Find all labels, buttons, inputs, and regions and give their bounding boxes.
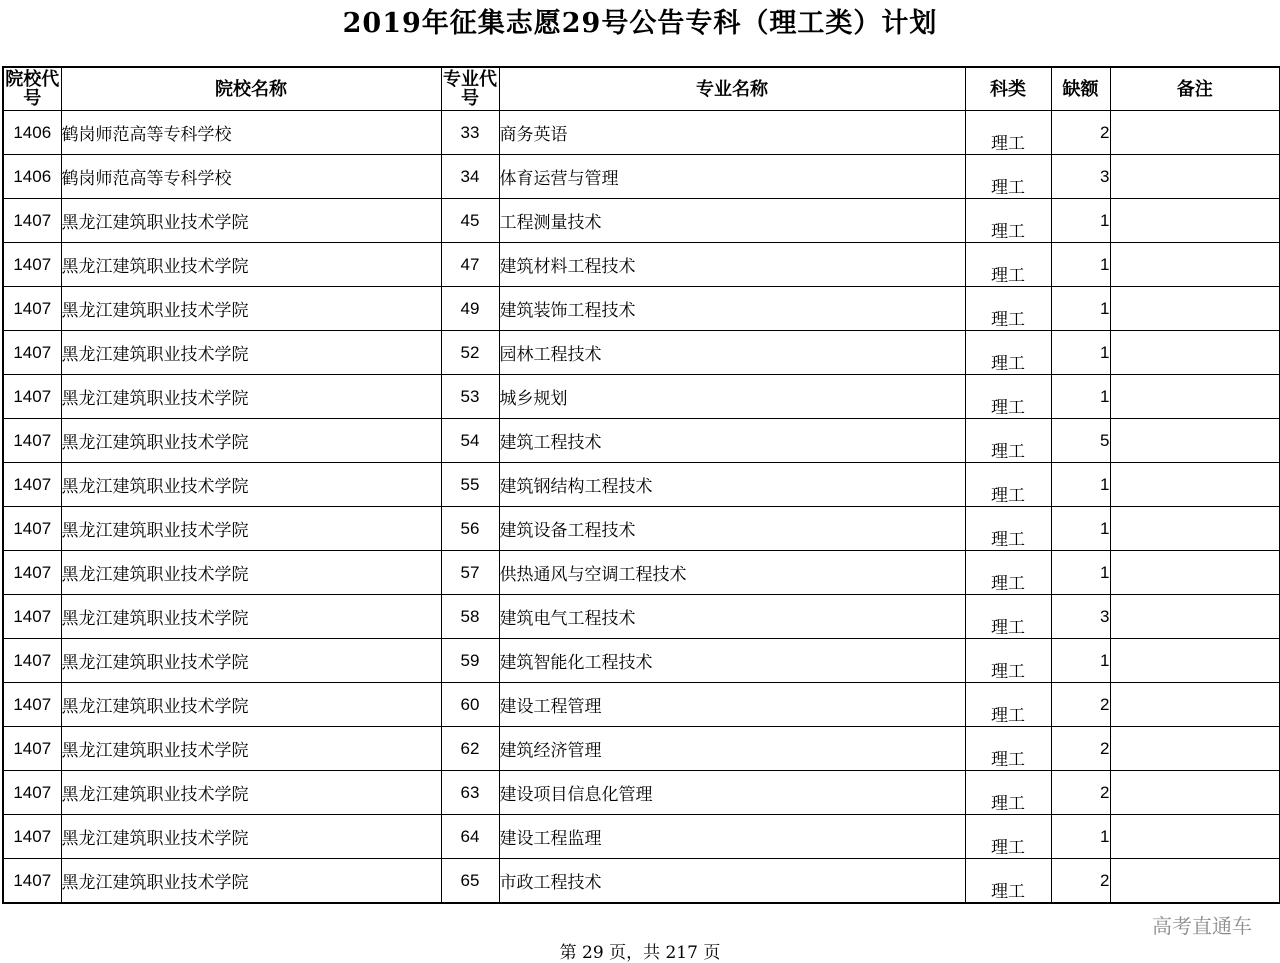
cell-major-name: 建筑经济管理: [499, 727, 965, 771]
cell-remarks: [1110, 551, 1280, 595]
cell-category: 理工: [965, 815, 1051, 859]
cell-category: 理工: [965, 419, 1051, 463]
cell-school-name: 黑龙江建筑职业技术学院: [61, 727, 441, 771]
table-row: [3, 683, 1280, 727]
table-row: [3, 727, 1280, 771]
table-row: [3, 771, 1280, 815]
cell-school-name: 黑龙江建筑职业技术学院: [61, 463, 441, 507]
table-row: [3, 199, 1280, 243]
table-row: [3, 815, 1280, 859]
header-major-code: 专业代号: [443, 69, 497, 109]
cell-major-name: 城乡规划: [499, 375, 965, 419]
cell-school-code: 1407: [3, 419, 61, 463]
cell-major-code: 45: [441, 199, 499, 243]
cell-school-name: 黑龙江建筑职业技术学院: [61, 419, 441, 463]
cell-category: 理工: [965, 859, 1051, 904]
cell-remarks: [1110, 111, 1280, 155]
cell-category: 理工: [965, 507, 1051, 551]
table-row: [3, 331, 1280, 375]
page-footer: 第 29 页，共 217 页: [559, 943, 721, 963]
cell-school-code: 1407: [3, 815, 61, 859]
cell-category: 理工: [965, 111, 1051, 155]
cell-major-name: 市政工程技术: [499, 859, 965, 904]
cell-vacancy: 2: [1051, 727, 1110, 771]
cell-major-name: 商务英语: [499, 111, 965, 155]
cell-remarks: [1110, 815, 1280, 859]
cell-major-name: 建筑智能化工程技术: [499, 639, 965, 683]
table-row: [3, 287, 1280, 331]
cell-school-code: 1407: [3, 551, 61, 595]
cell-category: 理工: [965, 375, 1051, 419]
cell-school-name: 黑龙江建筑职业技术学院: [61, 595, 441, 639]
watermark: 高考直通车: [1152, 914, 1252, 938]
cell-major-name: 建设工程管理: [499, 683, 965, 727]
cell-vacancy: 1: [1051, 331, 1110, 375]
cell-school-name: 黑龙江建筑职业技术学院: [61, 859, 441, 904]
table-body: [3, 111, 1280, 904]
cell-vacancy: 1: [1051, 551, 1110, 595]
table-row: [3, 507, 1280, 551]
cell-vacancy: 1: [1051, 287, 1110, 331]
cell-vacancy: 1: [1051, 639, 1110, 683]
cell-vacancy: 1: [1051, 463, 1110, 507]
cell-school-code: 1407: [3, 287, 61, 331]
table-row: [3, 111, 1280, 155]
table-row: [3, 639, 1280, 683]
cell-major-code: 33: [441, 111, 499, 155]
cell-major-code: 58: [441, 595, 499, 639]
cell-major-code: 57: [441, 551, 499, 595]
cell-vacancy: 3: [1051, 155, 1110, 199]
cell-school-name: 黑龙江建筑职业技术学院: [61, 287, 441, 331]
cell-major-code: 62: [441, 727, 499, 771]
header-category: 科类: [965, 67, 1051, 111]
cell-category: 理工: [965, 551, 1051, 595]
cell-school-code: 1407: [3, 727, 61, 771]
header-school-name: 院校名称: [61, 67, 441, 111]
cell-vacancy: 1: [1051, 243, 1110, 287]
cell-remarks: [1110, 595, 1280, 639]
header-remarks: 备注: [1110, 67, 1280, 111]
cell-major-code: 49: [441, 287, 499, 331]
cell-school-name: 黑龙江建筑职业技术学院: [61, 551, 441, 595]
cell-remarks: [1110, 727, 1280, 771]
cell-school-code: 1407: [3, 199, 61, 243]
cell-major-code: 34: [441, 155, 499, 199]
cell-major-name: 建筑钢结构工程技术: [499, 463, 965, 507]
cell-school-name: 鹤岗师范高等专科学校: [61, 155, 441, 199]
cell-major-name: 供热通风与空调工程技术: [499, 551, 965, 595]
table-row: [3, 463, 1280, 507]
cell-school-name: 黑龙江建筑职业技术学院: [61, 199, 441, 243]
cell-school-code: 1407: [3, 507, 61, 551]
cell-major-code: 59: [441, 639, 499, 683]
table-header-row: [3, 67, 1280, 111]
table-row: [3, 375, 1280, 419]
admission-plan-table: [2, 66, 1280, 904]
cell-vacancy: 5: [1051, 419, 1110, 463]
cell-major-code: 47: [441, 243, 499, 287]
cell-school-code: 1406: [3, 155, 61, 199]
cell-vacancy: 1: [1051, 507, 1110, 551]
table-row: [3, 859, 1280, 904]
table-row: [3, 419, 1280, 463]
table-row: [3, 155, 1280, 199]
cell-category: 理工: [965, 727, 1051, 771]
cell-school-name: 黑龙江建筑职业技术学院: [61, 331, 441, 375]
cell-remarks: [1110, 419, 1280, 463]
cell-major-code: 54: [441, 419, 499, 463]
cell-remarks: [1110, 375, 1280, 419]
cell-category: 理工: [965, 199, 1051, 243]
cell-remarks: [1110, 331, 1280, 375]
cell-school-code: 1407: [3, 639, 61, 683]
table-row: [3, 595, 1280, 639]
cell-school-code: 1407: [3, 595, 61, 639]
cell-school-name: 黑龙江建筑职业技术学院: [61, 815, 441, 859]
cell-major-code: 52: [441, 331, 499, 375]
cell-school-name: 黑龙江建筑职业技术学院: [61, 507, 441, 551]
cell-school-code: 1407: [3, 463, 61, 507]
header-vacancy: 缺额: [1051, 67, 1110, 111]
cell-category: 理工: [965, 155, 1051, 199]
cell-remarks: [1110, 463, 1280, 507]
cell-school-code: 1407: [3, 331, 61, 375]
cell-remarks: [1110, 507, 1280, 551]
cell-vacancy: 3: [1051, 595, 1110, 639]
cell-major-code: 65: [441, 859, 499, 904]
cell-remarks: [1110, 771, 1280, 815]
cell-major-code: 53: [441, 375, 499, 419]
cell-major-name: 体育运营与管理: [499, 155, 965, 199]
cell-school-name: 黑龙江建筑职业技术学院: [61, 639, 441, 683]
cell-major-name: 园林工程技术: [499, 331, 965, 375]
cell-remarks: [1110, 155, 1280, 199]
cell-remarks: [1110, 683, 1280, 727]
table-row: [3, 551, 1280, 595]
cell-major-name: 建筑设备工程技术: [499, 507, 965, 551]
cell-major-name: 建筑材料工程技术: [499, 243, 965, 287]
cell-major-name: 建筑装饰工程技术: [499, 287, 965, 331]
cell-category: 理工: [965, 771, 1051, 815]
cell-major-name: 建设工程监理: [499, 815, 965, 859]
cell-school-code: 1407: [3, 243, 61, 287]
cell-major-name: 建筑电气工程技术: [499, 595, 965, 639]
cell-category: 理工: [965, 287, 1051, 331]
header-school-code: 院校代号: [3, 67, 61, 111]
page-title: 2019年征集志愿29号公告专科（理工类）计划: [342, 8, 938, 39]
cell-category: 理工: [965, 639, 1051, 683]
cell-school-code: 1407: [3, 859, 61, 904]
cell-vacancy: 2: [1051, 859, 1110, 904]
cell-remarks: [1110, 199, 1280, 243]
cell-school-name: 黑龙江建筑职业技术学院: [61, 243, 441, 287]
cell-vacancy: 1: [1051, 375, 1110, 419]
cell-school-name: 黑龙江建筑职业技术学院: [61, 771, 441, 815]
cell-school-code: 1407: [3, 771, 61, 815]
cell-category: 理工: [965, 683, 1051, 727]
cell-school-name: 黑龙江建筑职业技术学院: [61, 375, 441, 419]
cell-school-name: 黑龙江建筑职业技术学院: [61, 683, 441, 727]
cell-remarks: [1110, 243, 1280, 287]
cell-vacancy: 1: [1051, 199, 1110, 243]
cell-major-code: 63: [441, 771, 499, 815]
cell-category: 理工: [965, 463, 1051, 507]
header-major-name: 专业名称: [499, 67, 965, 111]
cell-vacancy: 2: [1051, 683, 1110, 727]
cell-category: 理工: [965, 331, 1051, 375]
cell-major-code: 56: [441, 507, 499, 551]
cell-vacancy: 2: [1051, 771, 1110, 815]
cell-school-code: 1407: [3, 375, 61, 419]
cell-remarks: [1110, 287, 1280, 331]
cell-category: 理工: [965, 595, 1051, 639]
cell-major-name: 建筑工程技术: [499, 419, 965, 463]
cell-major-code: 60: [441, 683, 499, 727]
cell-school-code: 1406: [3, 111, 61, 155]
cell-major-code: 64: [441, 815, 499, 859]
cell-school-name: 鹤岗师范高等专科学校: [61, 111, 441, 155]
cell-school-code: 1407: [3, 683, 61, 727]
cell-remarks: [1110, 859, 1280, 904]
cell-major-name: 工程测量技术: [499, 199, 965, 243]
cell-vacancy: 2: [1051, 111, 1110, 155]
cell-remarks: [1110, 639, 1280, 683]
cell-vacancy: 1: [1051, 815, 1110, 859]
cell-major-code: 55: [441, 463, 499, 507]
cell-major-name: 建设项目信息化管理: [499, 771, 965, 815]
cell-category: 理工: [965, 243, 1051, 287]
table-row: [3, 243, 1280, 287]
